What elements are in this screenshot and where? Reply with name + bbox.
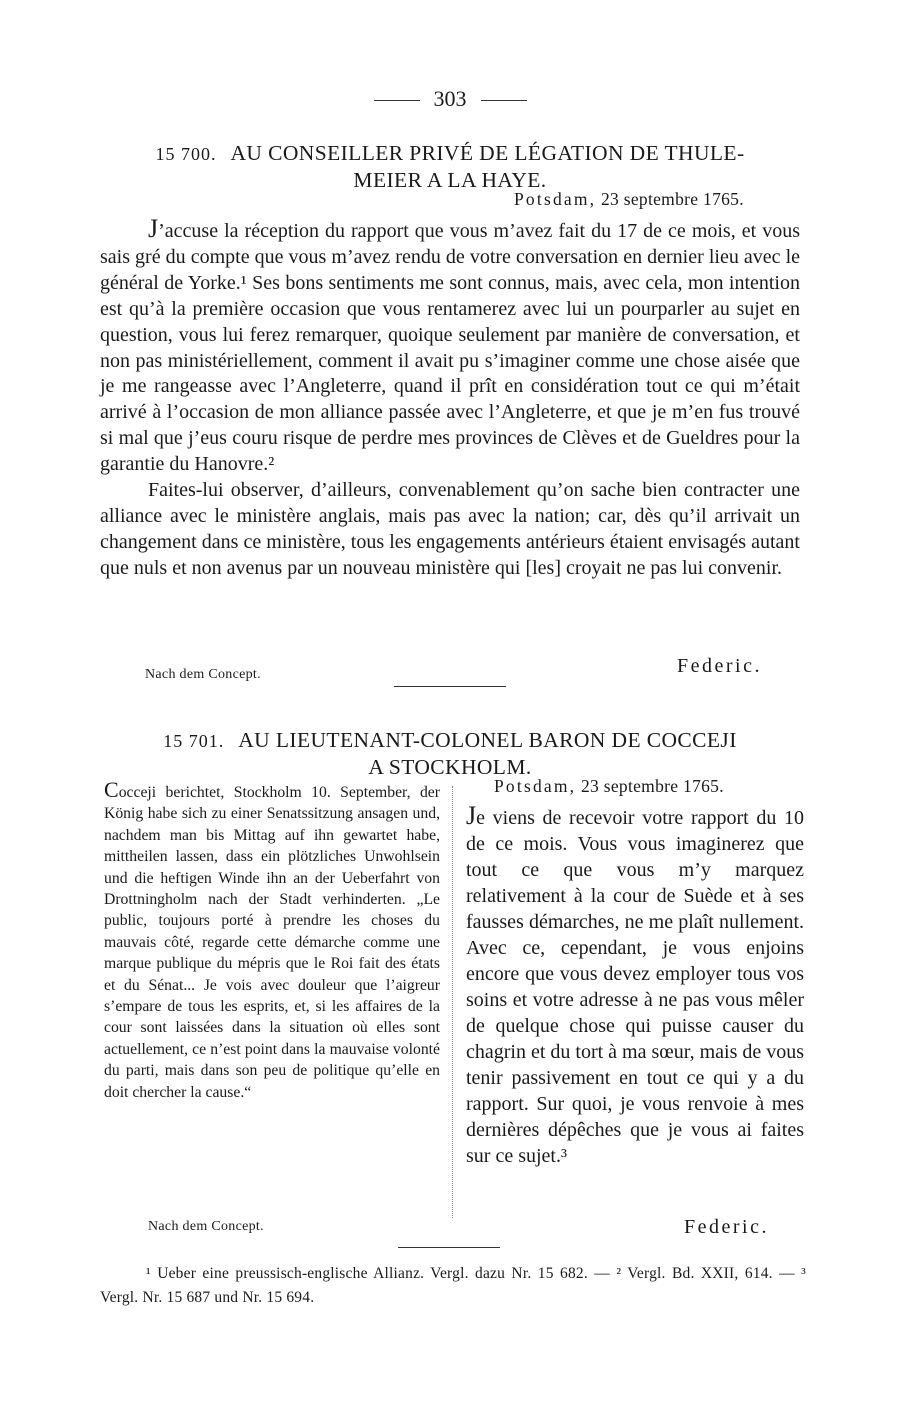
letter2-date: 23 septembre 1765. xyxy=(580,776,724,796)
letter1-source-note: Nach dem Concept. xyxy=(145,667,261,682)
letter2-title-line2: A STOCKHOLM. xyxy=(368,755,532,779)
footnotes xyxy=(100,1262,806,1310)
letter1-initial: J xyxy=(148,214,159,243)
letter2-date-place: Potsdam, xyxy=(494,776,577,796)
section-divider xyxy=(394,686,506,687)
letter2-body-text: e viens de recevoir votre rapport du 10 de ce mois. Vous vous imaginerez que tout ce que vous m’y marquez relativement à la cour de Suède et à ses fausses démarches, ne me plaît nullement. Avec ce, cependant, je vous enjoins encore que vous devez employer tous vos soins et votre adresse à ne pas vous mêler de quelque chose qui puisse causer du chagrin et du tort à ma sœur, mais de vous tenir passivement en tout ce qui y a du rapport. Sur quoi, je vous renvoie à mes dernières dépêches que je vous ai faites sur ce sujet.³ xyxy=(466,807,805,1167)
letter2-summary-text: occeji berichtet, Stockholm 10. September, der König habe sich zu einer Senatssitzung ansagen und, nachdem man bis Mittag auf ihn gewartet habe, mittheilen lassen, dass ein plötzliches Unwohlsein und die heftigen Winde ihn an der Ueberfahrt von Drottningholm nach der Stadt verhinderten. „Le public, toujours porté à prendre les choses du mauvais côté, regarde cette démarche comme une marque publique du mépris que le Roi fait des états et du Sénat... Je vois avec douleur que l’aigreur s’empare de tous les esprits, et, si les affaires de la cour sont laissées dans la situation où elles sont actuellement, ce n’est point dans la mauvaise volonté du parti, mais dans son peu de politique qu’elle en doit chercher la cause.“ xyxy=(104,784,440,1101)
letter2-number: 15 701. xyxy=(163,731,225,751)
letter1-date-place: Potsdam, xyxy=(514,189,597,209)
footnote-divider xyxy=(398,1247,500,1248)
letter2-source-note: Nach dem Concept. xyxy=(148,1219,264,1234)
letter1-body xyxy=(100,216,800,582)
letter2-summary-initial: C xyxy=(104,777,119,802)
letter1-heading xyxy=(100,140,800,193)
header-rule-right xyxy=(481,100,527,101)
letter1-title-line2: MEIER A LA HAYE. xyxy=(353,168,547,192)
letter2-title-line1: AU LIEUTENANT-COLONEL BARON DE COCCEJI xyxy=(238,728,737,752)
page-header xyxy=(0,86,900,112)
letter1-signature: Federic. xyxy=(677,655,762,677)
letter1-dateline xyxy=(514,189,744,210)
letter2-paragraph xyxy=(466,803,804,1169)
letter1-paragraph-2: Faites-lui observer, d’ailleurs, convenablement qu’on sache bien contracter une alliance avec le ministère anglais, mais pas avec la nation; car, dès qu’il arrivait un changement dans ce ministère, tous les engagements antérieurs étaient envisagés autant que nuls et non avenus par un nouveau ministère qui [les] croyait ne pas lui convenir. xyxy=(100,479,800,579)
footnote-text: ¹ Ueber eine preussisch-englische Allianz. Vergl. dazu Nr. 15 682. — ² Vergl. Bd. XXII, 614. — ³ Vergl. Nr. 15 687 und Nr. 15 694. xyxy=(100,1265,806,1306)
letter2-summary-paragraph xyxy=(104,779,440,1103)
letter2-summary xyxy=(104,779,440,1103)
page-number: 303 xyxy=(433,86,467,111)
column-divider xyxy=(452,786,453,1218)
letter2-body xyxy=(466,803,804,1169)
letter2-initial: J xyxy=(466,801,477,830)
letter2-dateline xyxy=(494,776,724,797)
letter1-title-line1: AU CONSEILLER PRIVÉ DE LÉGATION DE THULE- xyxy=(230,141,745,165)
letter1-number: 15 700. xyxy=(155,144,217,164)
letter1-paragraph-1 xyxy=(100,216,800,478)
letter1-paragraph-1-text: ’accuse la réception du rapport que vous m’avez fait du 17 de ce mois, et vous sais gré du compte que vous m’avez rendu de votre conversation en dernier lieu avec le général de Yorke.¹ Ses bons sentiments me sont connus, mais, avec cela, mon intention est qu’à la première occasion que vous rentamerez avec lui un pourparler au sujet en question, vous lui ferez remarquer, quoique seulement par manière de conversation, et non pas ministériellement, comment il avait pu s’imaginer comme une chose aisée que je me rangeasse avec l’Angleterre, quand il prît en considération tout ce qui m’était arrivé à l’occasion de mon alliance passée avec l’Angleterre, et que je m’en fus trouvé si mal que j’eus couru risque de perdre mes provinces de Clèves et de Gueldres pour la garantie du Hanovre.² xyxy=(100,220,800,476)
header-rule-left xyxy=(374,100,420,101)
letter2-heading xyxy=(100,727,800,780)
letter2-signature: Federic. xyxy=(684,1216,769,1238)
letter1-date: 23 septembre 1765. xyxy=(600,189,744,209)
